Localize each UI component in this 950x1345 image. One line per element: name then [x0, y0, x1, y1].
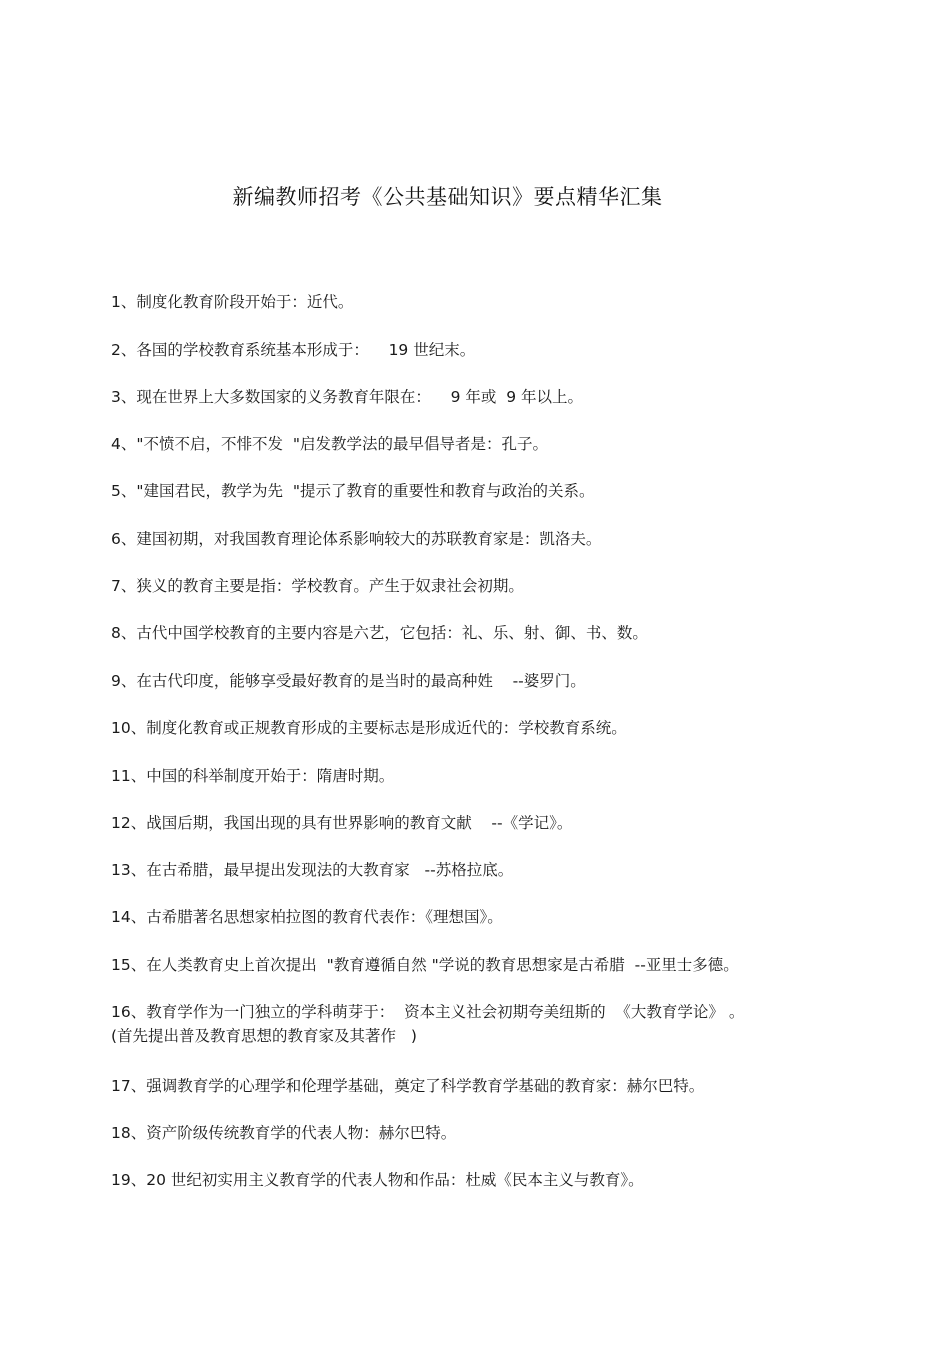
- knowledge-point-item: [111, 479, 594, 503]
- knowledge-point-item: [111, 338, 475, 362]
- knowledge-point-line: 7、狭义的教育主要是指：学校教育。产生于奴隶社会初期。: [111, 577, 524, 595]
- knowledge-point-line: 3、现在世界上大多数国家的义务教育年限在： 9 年或 9 年以上。: [111, 388, 584, 406]
- knowledge-point-item: [111, 953, 739, 977]
- knowledge-point-line: 13、在古希腊，最早提出发现法的大教育家 --苏格拉底。: [111, 861, 514, 879]
- knowledge-point-item: [111, 574, 524, 598]
- document-title: 新编教师招考《公共基础知识》要点精华汇集: [232, 185, 663, 209]
- knowledge-point-line: 8、古代中国学校教育的主要内容是六艺，它包括：礼、乐、射、御、书、数。: [111, 624, 648, 642]
- knowledge-point-item: [111, 858, 513, 882]
- knowledge-point-line: 1、制度化教育阶段开始于：近代。: [111, 293, 354, 311]
- knowledge-point-line: 11、中国的科举制度开始于：隋唐时期。: [111, 767, 395, 785]
- knowledge-point-line: 16、教育学作为一门独立的学科萌芽于： 资本主义社会初期夸美纽斯的 《大教育学论》 。: [111, 1003, 745, 1021]
- knowledge-point-line: 6、建国初期，对我国教育理论体系影响较大的苏联教育家是：凯洛夫。: [111, 530, 602, 548]
- knowledge-point-line: 19、20 世纪初实用主义教育学的代表人物和作品：杜威《民本主义与教育》。: [111, 1171, 644, 1189]
- knowledge-point-line: 5、"建国君民，教学为先 "提示了教育的重要性和教育与政治的关系。: [111, 482, 595, 500]
- knowledge-point-item: [111, 905, 503, 929]
- knowledge-point-item: [111, 527, 601, 551]
- knowledge-point-item: [111, 1168, 644, 1192]
- knowledge-point-item: [111, 432, 548, 456]
- knowledge-point-line: 15、在人类教育史上首次提出 "教育遵循自然 "学说的教育思想家是古希腊 --亚里士多德。: [111, 956, 739, 974]
- knowledge-point-line: (首先提出普及教育思想的教育家及其著作 ): [111, 1027, 417, 1045]
- knowledge-point-line: 9、在古代印度，能够享受最好教育的是当时的最高种姓 --婆罗门。: [111, 672, 586, 690]
- knowledge-point-item: [111, 385, 583, 409]
- knowledge-point-item: [111, 764, 394, 788]
- knowledge-point-item: [111, 1074, 704, 1098]
- knowledge-point-line: 2、各国的学校教育系统基本形成于： 19 世纪末。: [111, 341, 476, 359]
- knowledge-point-line: 12、战国后期，我国出现的具有世界影响的教育文献 --《学记》。: [111, 814, 573, 832]
- knowledge-point-line: 14、古希腊著名思想家柏拉图的教育代表作：《理想国》。: [111, 908, 503, 926]
- knowledge-point-item: [111, 290, 353, 314]
- knowledge-point-item: [111, 716, 627, 740]
- knowledge-point-line: 18、资产阶级传统教育学的代表人物：赫尔巴特。: [111, 1124, 457, 1142]
- knowledge-point-line: 10、制度化教育或正规教育形成的主要标志是形成近代的：学校教育系统。: [111, 719, 627, 737]
- knowledge-point-line: 4、"不愤不启，不悱不发 "启发教学法的最早倡导者是：孔子。: [111, 435, 548, 453]
- knowledge-point-line: 17、强调教育学的心理学和伦理学基础，奠定了科学教育学基础的教育家：赫尔巴特。: [111, 1077, 705, 1095]
- knowledge-point-item: [111, 669, 586, 693]
- knowledge-point-item: [111, 621, 648, 645]
- knowledge-point-item: [111, 1121, 456, 1145]
- knowledge-point-item: [111, 811, 572, 835]
- knowledge-point-item: [111, 1000, 744, 1048]
